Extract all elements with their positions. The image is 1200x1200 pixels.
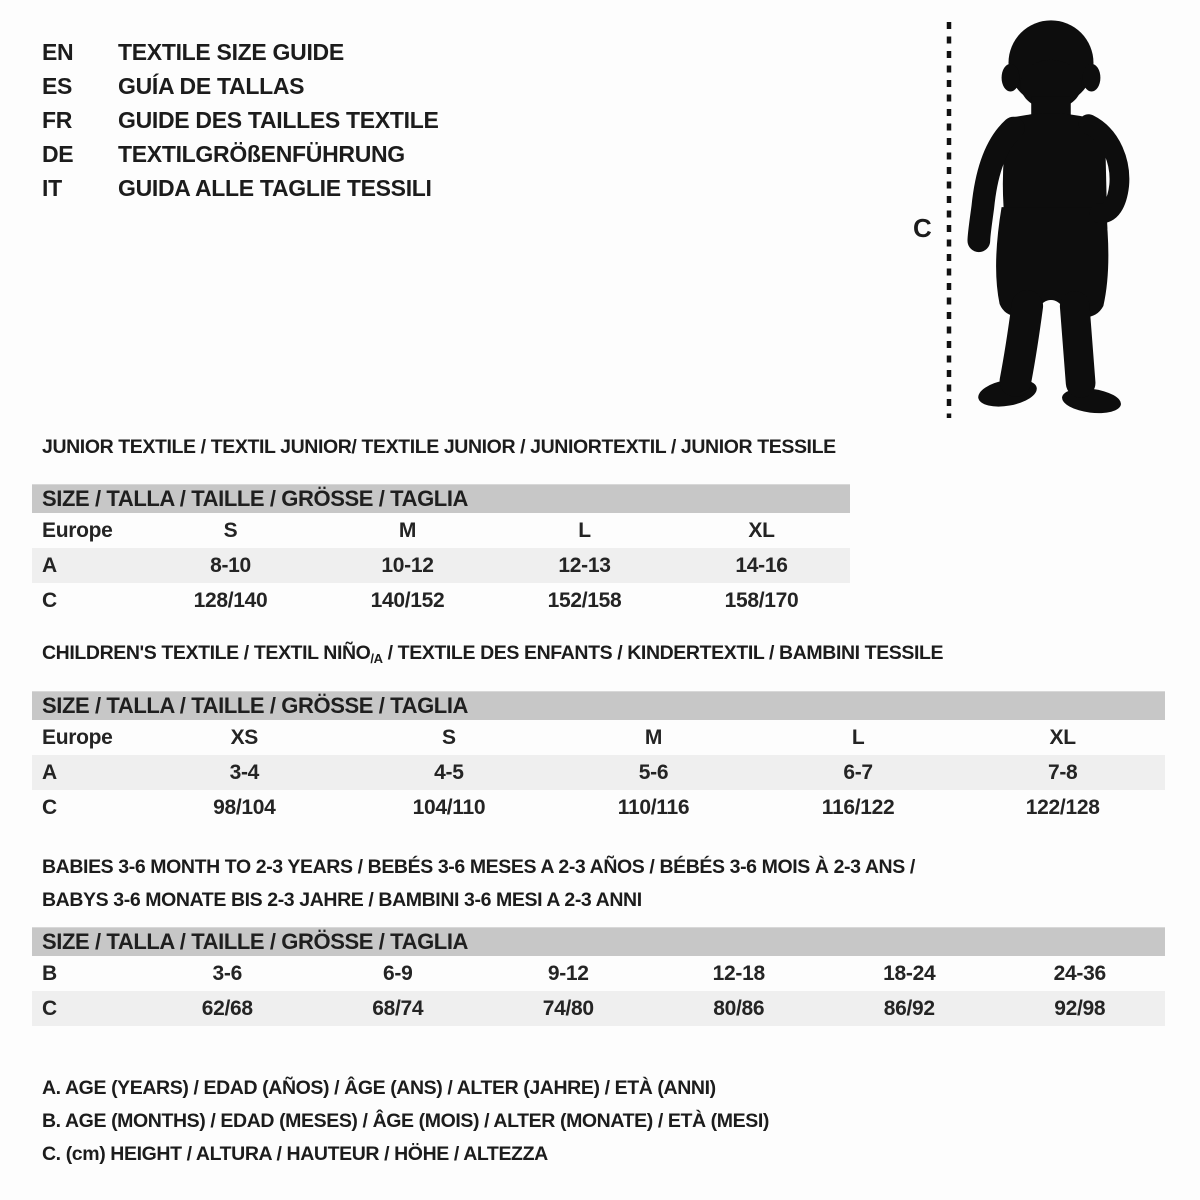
- height-cell: 104/110: [412, 795, 486, 819]
- measure-legend: [42, 1072, 769, 1171]
- language-code: IT: [42, 174, 62, 201]
- age-cell: 4-5: [434, 760, 464, 784]
- language-code: EN: [42, 38, 74, 65]
- children-size-table: [32, 691, 1165, 825]
- table-row: [32, 513, 850, 548]
- legend-line-a: A. AGE (YEARS) / EDAD (AÑOS) / ÂGE (ANS) / ALTER (JAHRE) / ETÀ (ANNI): [42, 1077, 716, 1099]
- children-title-part1: CHILDREN'S TEXTILE / TEXTIL NIÑO: [42, 642, 371, 664]
- age-cell: 12-13: [558, 553, 611, 577]
- junior-section-title: JUNIOR TEXTILE / TEXTIL JUNIOR/ TEXTILE JUNIOR / JUNIORTEXTIL / JUNIOR TESSILE: [42, 436, 836, 458]
- height-cell: 152/158: [547, 588, 622, 612]
- children-title-part2: / TEXTILE DES ENFANTS / KINDERTEXTIL / BAMBINI TESSILE: [382, 642, 944, 664]
- height-cell: 122/128: [1025, 795, 1100, 819]
- babies-title-line2: BABYS 3-6 MONATE BIS 2-3 JAHRE / BAMBINI 3-6 MESI A 2-3 ANNI: [42, 889, 642, 911]
- babies-size-table-header: SIZE / TALLA / TAILLE / GRÖSSE / TAGLIA: [32, 927, 1165, 956]
- size-cell: M: [644, 725, 663, 749]
- row-label: C: [42, 795, 57, 819]
- height-cell: 98/104: [213, 795, 276, 819]
- height-cell: 92/98: [1054, 996, 1106, 1020]
- toddler-silhouette-icon: [966, 18, 1134, 416]
- height-measure-label: C: [913, 213, 932, 243]
- row-label: C: [42, 588, 57, 612]
- title-row-en: [42, 35, 439, 69]
- language-code: DE: [42, 140, 74, 167]
- legend-line-c: C. (cm) HEIGHT / ALTURA / HAUTEUR / HÖHE / ALTEZZA: [42, 1143, 548, 1165]
- language-code: ES: [42, 72, 73, 99]
- age-cell: 12-18: [712, 961, 765, 985]
- babies-section-title: [42, 851, 915, 917]
- page-title: GUIDA ALLE TAGLIE TESSILI: [118, 174, 432, 201]
- height-cell: 140/152: [370, 588, 445, 612]
- legend-line-b: B. AGE (MONTHS) / EDAD (MESES) / ÂGE (MOIS) / ALTER (MONATE) / ETÀ (MESI): [42, 1110, 769, 1132]
- size-cell: XL: [1049, 725, 1076, 749]
- size-cell: S: [442, 725, 456, 749]
- table-row: [32, 583, 850, 618]
- children-size-table-header: SIZE / TALLA / TAILLE / GRÖSSE / TAGLIA: [32, 691, 1165, 720]
- table-row: [32, 720, 1165, 755]
- age-cell: 18-24: [883, 961, 936, 985]
- age-cell: 6-7: [843, 760, 873, 784]
- children-section-title: [42, 642, 943, 666]
- age-cell: 14-16: [735, 553, 788, 577]
- junior-size-table-header: SIZE / TALLA / TAILLE / GRÖSSE / TAGLIA: [32, 484, 850, 513]
- page-title: GUIDE DES TAILLES TEXTILE: [118, 106, 439, 133]
- babies-size-table: [32, 927, 1165, 1026]
- title-row-es: [42, 69, 439, 103]
- title-language-list: [42, 35, 439, 205]
- height-cell: 116/122: [821, 795, 895, 819]
- title-row-it: [42, 171, 439, 205]
- babies-title-line1: BABIES 3-6 MONTH TO 2-3 YEARS / BEBÉS 3-6 MESES A 2-3 AÑOS / BÉBÉS 3-6 MOIS À 2-3 ANS /: [42, 856, 915, 878]
- table-row: [32, 755, 1165, 790]
- row-label: A: [42, 760, 57, 784]
- size-cell: L: [578, 518, 591, 542]
- junior-size-table: [32, 484, 850, 618]
- age-cell: 10-12: [381, 553, 434, 577]
- age-cell: 8-10: [210, 553, 251, 577]
- height-cell: 86/92: [883, 996, 935, 1020]
- title-row-fr: [42, 103, 439, 137]
- table-row: [32, 548, 850, 583]
- row-label: B: [42, 961, 57, 985]
- age-cell: 7-8: [1047, 760, 1078, 784]
- size-cell: L: [851, 725, 865, 749]
- row-label: C: [42, 996, 57, 1020]
- age-cell: 3-4: [229, 760, 260, 784]
- row-label: Europe: [42, 518, 113, 542]
- height-cell: 80/86: [713, 996, 765, 1020]
- height-cell: 68/74: [372, 996, 424, 1020]
- age-cell: 24-36: [1053, 961, 1106, 985]
- page-title: GUÍA DE TALLAS: [118, 72, 305, 99]
- table-row: [32, 956, 1165, 991]
- page-title: TEXTILE SIZE GUIDE: [118, 38, 344, 65]
- children-title-subscript: /A: [370, 651, 383, 666]
- page-title: TEXTILGRÖßENFÜHRUNG: [118, 140, 405, 167]
- table-row: [32, 991, 1165, 1026]
- height-cell: 158/170: [724, 588, 799, 612]
- row-label: Europe: [42, 725, 113, 749]
- size-cell: M: [398, 518, 417, 542]
- size-cell: XL: [748, 518, 775, 542]
- title-row-de: [42, 137, 439, 171]
- height-cell: 74/80: [542, 996, 594, 1020]
- size-cell: S: [223, 518, 238, 542]
- height-cell: 128/140: [193, 588, 268, 612]
- age-cell: 9-12: [547, 961, 589, 985]
- age-cell: 3-6: [212, 961, 242, 985]
- row-label: A: [42, 553, 57, 577]
- age-cell: 5-6: [638, 760, 669, 784]
- height-cell: 62/68: [201, 996, 253, 1020]
- language-code: FR: [42, 106, 73, 133]
- height-cell: 110/116: [617, 795, 690, 819]
- size-cell: XS: [230, 725, 258, 749]
- height-dashed-line: [945, 22, 953, 418]
- table-row: [32, 790, 1165, 825]
- age-cell: 6-9: [383, 961, 413, 985]
